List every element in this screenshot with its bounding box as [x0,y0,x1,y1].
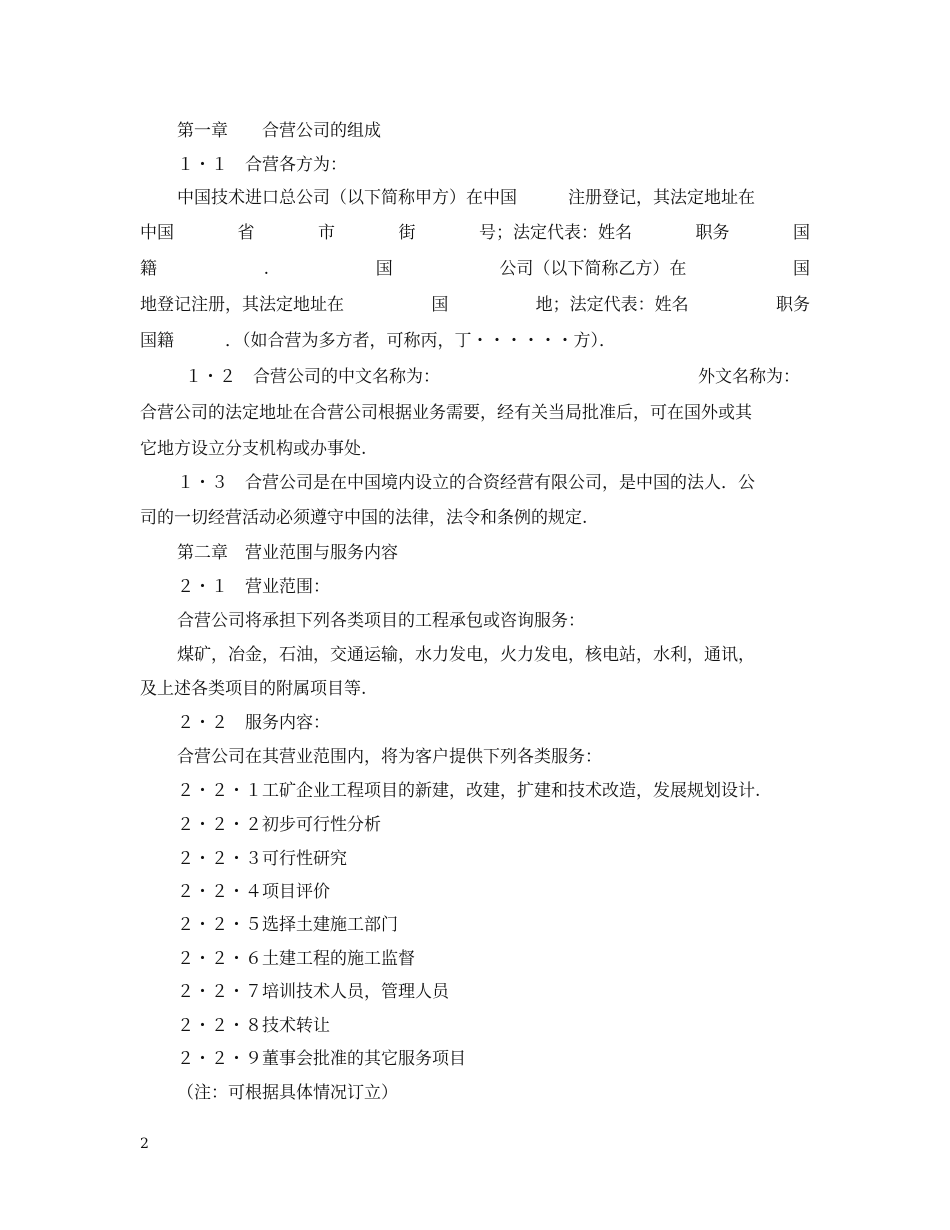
paragraph-line: 司的一切经营活动必须遵守中国的法律，法令和条例的规定. [140,508,588,528]
section-2-2-heading: ２・２ 服务内容： [177,713,330,733]
paragraph-line: 煤矿，冶金，石油，交通运输，水力发电，火力发电，核电站，水利，通讯， [177,645,755,665]
chapter-2-heading: 第二章 营业范围与服务内容 [177,543,398,563]
text-run: . [263,259,270,279]
paragraph-line [140,294,810,316]
paragraph-line: 它地方设立分支机构或办事处. [140,439,367,459]
section-1-1-heading: １・１ 合营各方为： [177,155,347,175]
text-run: 地；法定代表：姓名 [535,295,689,315]
text-run: 街 [398,223,416,243]
text-run: 号；法定代表：姓名 [479,223,632,243]
list-item: ２・２・９董事会批准的其它服务项目 [177,1049,466,1069]
text-run: 国 [431,295,449,315]
text-run: 外文名称为： [698,367,800,387]
paragraph-line: 合营公司在其营业范围内，将为客户提供下列各类服务： [177,747,602,767]
section-1-3-line: １・３ 合营公司是在中国境内设立的合资经营有限公司，是中国的法人．公 [177,473,755,493]
list-item: ２・２・６土建工程的施工监督 [177,949,415,969]
paragraph-line: 及上述各类项目的附属项目等. [140,679,367,699]
list-item: ２・２・４项目评价 [177,882,330,902]
list-item: ２・２・３可行性研究 [177,849,347,869]
paragraph-line: 合营公司将承担下列各类项目的工程承包或咨询服务： [177,611,585,631]
text-run: 省 [237,223,255,243]
paragraph-line [140,258,810,280]
text-run: 市 [318,223,335,243]
paragraph-line: 中国技术进口总公司（以下简称甲方）在中国 注册登记，其法定地址在 [177,188,755,208]
text-run: 职务 [695,223,730,243]
section-2-1-heading: ２・１ 营业范围： [177,577,330,597]
text-run: １・２ 合营公司的中文名称为： [185,367,440,387]
chapter-1-heading: 第一章 合营公司的组成 [177,121,381,141]
list-item: ２・２・２初步可行性分析 [177,815,381,835]
list-item: ２・２・５选择土建施工部门 [177,915,398,935]
paragraph-line: 国籍 ．（如合营为多方者，可称丙，丁・・・・・・方）． [140,331,616,351]
text-run: 中国 [140,223,174,243]
text-run: 国 [375,259,393,279]
text-run: 公司（以下简称乙方）在 [499,259,687,279]
list-item: ２・２・１工矿企业工程项目的新建，改建，扩建和技术改造，发展规划设计. [177,781,761,801]
text-run: 籍 [140,259,157,279]
list-item: ２・２・８技术转让 [177,1016,330,1036]
text-run: 国 [793,223,810,243]
note-line: （注：可根据具体情况订立） [177,1083,398,1103]
section-1-2-line [185,366,800,388]
page-number: 2 [140,1136,149,1152]
text-run: 地登记注册，其法定地址在 [140,295,344,315]
text-run: 职务 [775,295,810,315]
text-run: 国 [792,259,810,279]
list-item: ２・２・７培训技术人员，管理人员 [177,982,449,1002]
paragraph-line [140,222,810,244]
paragraph-line: 合营公司的法定地址在合营公司根据业务需要，经有关当局批准后，可在国外或其 [140,403,752,423]
